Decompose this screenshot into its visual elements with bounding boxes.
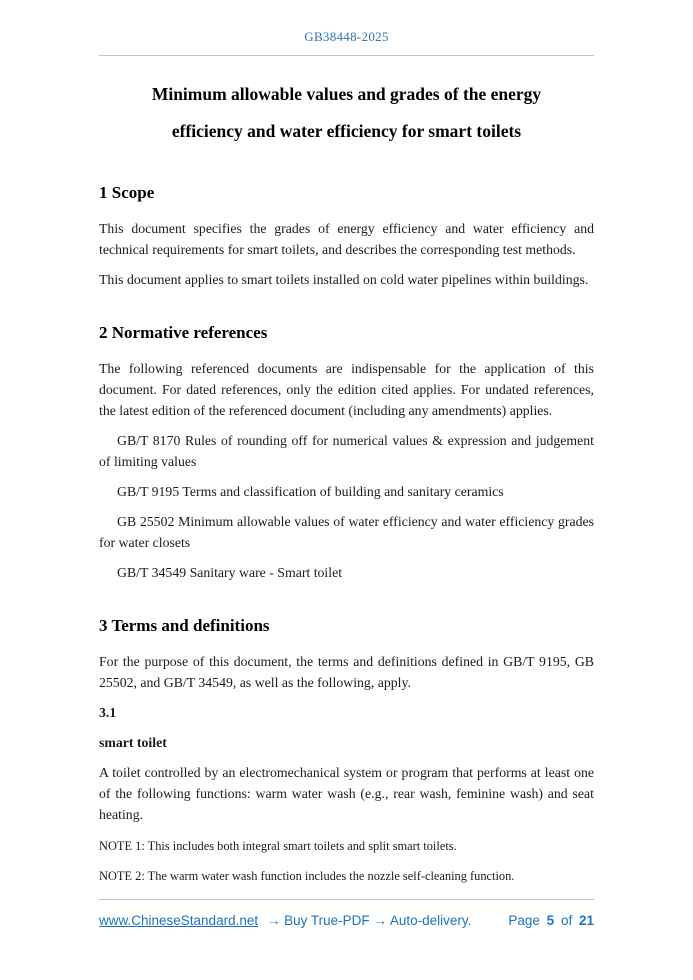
reference-item-1: GB/T 8170 Rules of rounding off for numerical values & expression and judgement of limiting values (99, 433, 594, 469)
footer-tagline: → Buy True-PDF → Auto-delivery. (266, 913, 472, 928)
scope-paragraph-1: This document specifies the grades of energy efficiency and water efficiency and technical requirements for smart toilets, and describes the corresponding test methods. (99, 221, 594, 257)
scope-paragraph-2: This document applies to smart toilets installed on cold water pipelines within buildings. (99, 272, 589, 287)
page-header (99, 0, 594, 56)
page-content (99, 76, 594, 885)
doc-number: GB38448-2025 (304, 29, 389, 44)
heading-normative-references: 2 Normative references (99, 323, 268, 342)
page-label: Page (508, 913, 540, 928)
reference-item-3: GB 25502 Minimum allowable values of water efficiency and water efficiency grades for water closets (99, 514, 594, 550)
terms-intro: For the purpose of this document, the terms and definitions defined in GB/T 9195, GB 25502, and GB/T 34549, as well as the following, apply. (99, 654, 594, 690)
page-total-number: 21 (578, 913, 594, 928)
of-label: of (560, 913, 573, 928)
term-definition: A toilet controlled by an electromechanical system or program that performs at least one of the following functions: warm water wash (e.g., rear wash, feminine wash) and seat heating. (99, 765, 594, 822)
reference-item-2: GB/T 9195 Terms and classification of building and sanitary ceramics (117, 484, 504, 499)
term-note-1: NOTE 1: This includes both integral smart toilets and split smart toilets. (99, 839, 457, 853)
title-line-1: Minimum allowable values and grades of the energy (151, 84, 542, 104)
heading-terms-definitions: 3 Terms and definitions (99, 616, 270, 635)
page-indicator (505, 913, 594, 928)
normative-intro: The following referenced documents are indispensable for the application of this document. For dated references, only the edition cited applies. For undated references, the latest edition of the referenced document (including any amendments) applies. (99, 361, 594, 418)
page-current-number: 5 (546, 913, 555, 928)
term-number: 3.1 (99, 705, 117, 720)
term-name: smart toilet (99, 735, 167, 750)
document-title (99, 76, 594, 150)
term-note-2: NOTE 2: The warm water wash function includes the nozzle self-cleaning function. (99, 869, 515, 883)
website-link[interactable]: www.ChineseStandard.net (99, 913, 259, 928)
footer-promo (99, 913, 471, 928)
reference-item-4: GB/T 34549 Sanitary ware - Smart toilet (117, 565, 343, 580)
title-line-2: efficiency and water efficiency for smart toilets (171, 121, 522, 141)
heading-scope: 1 Scope (99, 183, 155, 202)
page-footer (99, 899, 594, 928)
